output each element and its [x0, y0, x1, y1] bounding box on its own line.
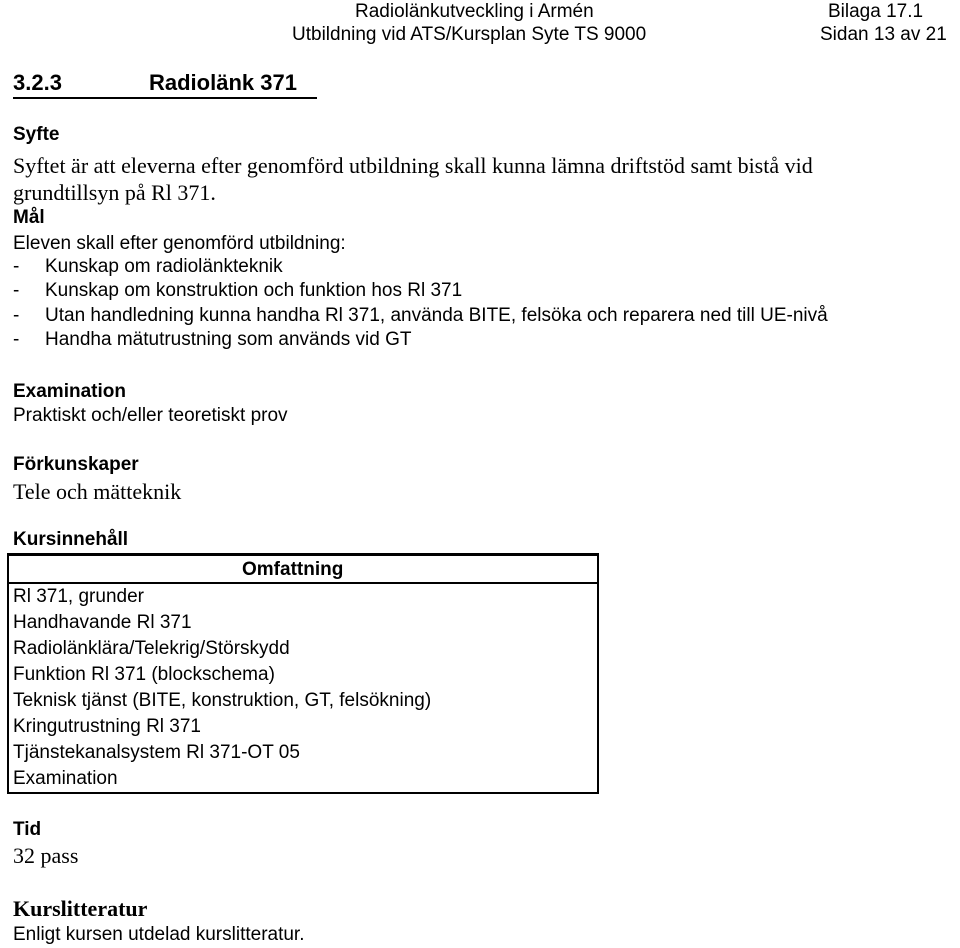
list-bullet: - — [13, 305, 20, 326]
examination-heading: Examination — [13, 381, 126, 402]
column-header-scope: Omfattning — [242, 559, 344, 580]
literature-heading: Kurslitteratur — [13, 896, 148, 921]
examination-text: Praktiskt och/eller teoretiskt prov — [13, 405, 288, 426]
section-heading — [13, 70, 297, 96]
list-bullet: - — [13, 329, 20, 350]
time-heading: Tid — [13, 819, 42, 840]
literature-text: Enligt kursen utdelad kurslitteratur. — [13, 924, 305, 945]
table-row: Teknisk tjänst (BITE, konstruktion, GT, felsökning) — [13, 690, 432, 711]
document-subtitle: Utbildning vid ATS/Kursplan Syte TS 9000 — [292, 24, 647, 45]
table-row: Kringutrustning Rl 371 — [13, 716, 201, 737]
table-row: Handhavande Rl 371 — [13, 612, 192, 633]
table-row: Tjänstekanalsystem Rl 371-OT 05 — [13, 742, 300, 763]
purpose-heading: Syfte — [13, 124, 60, 145]
prerequisites-heading: Förkunskaper — [13, 454, 139, 475]
goals-item-text: Kunskap om konstruktion och funktion hos Rl 371 — [45, 280, 463, 301]
section-number: 3.2.3 — [13, 70, 62, 95]
goals-heading: Mål — [13, 207, 45, 228]
list-bullet: - — [13, 280, 20, 301]
goals-list-item — [13, 329, 411, 351]
table-row: Rl 371, grunder — [13, 586, 144, 607]
table-row: Radiolänklära/Telekrig/Störskydd — [13, 638, 290, 659]
page-number: Sidan 13 av 21 — [820, 24, 947, 45]
goals-item-text: Kunskap om radiolänkteknik — [45, 256, 283, 277]
course-content-table — [7, 553, 599, 794]
table-row: Funktion Rl 371 (blockschema) — [13, 664, 275, 685]
appendix-label: Bilaga 17.1 — [828, 1, 924, 22]
document-title: Radiolänkutveckling i Armén — [355, 1, 594, 22]
goals-intro: Eleven skall efter genomförd utbildning: — [13, 233, 346, 254]
goals-list-item — [13, 280, 462, 302]
goals-item-text: Utan handledning kunna handha Rl 371, använda BITE, felsöka och reparera ned till UE-nivå — [45, 305, 828, 326]
goals-list-item — [13, 305, 828, 327]
table-rows — [13, 584, 431, 792]
list-bullet: - — [13, 256, 20, 277]
goals-list-item — [13, 256, 283, 278]
purpose-text-line-1: Syftet är att eleverna efter genomförd utbildning skall kunna lämna driftstöd samt bistå vid — [13, 153, 813, 178]
time-text: 32 pass — [13, 843, 79, 868]
table-row: Examination — [13, 768, 118, 789]
purpose-text-line-2: grundtillsyn på Rl 371. — [13, 180, 216, 205]
heading-underline — [13, 97, 317, 99]
goals-item-text: Handha mätutrustning som används vid GT — [45, 329, 412, 350]
prerequisites-text: Tele och mätteknik — [13, 479, 182, 504]
section-title: Radiolänk 371 — [149, 70, 297, 95]
course-content-heading: Kursinnehåll — [13, 529, 129, 550]
